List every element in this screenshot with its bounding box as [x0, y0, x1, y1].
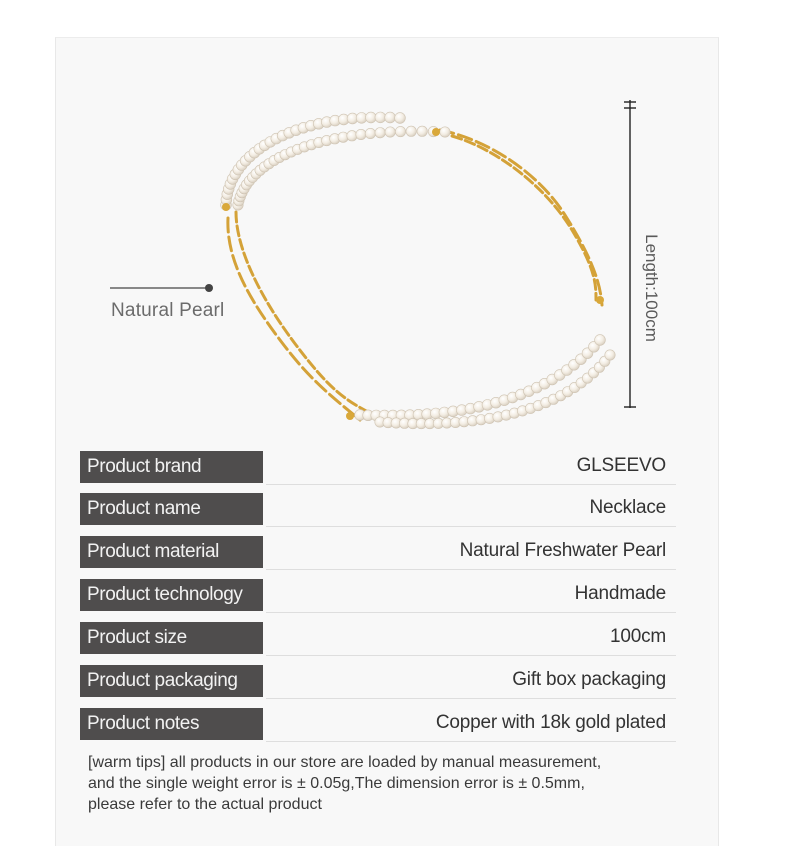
spec-value: Gift box packaging — [512, 669, 666, 690]
gold-clasp — [432, 128, 440, 136]
pearl-bead — [395, 126, 405, 136]
spec-value: 100cm — [609, 626, 666, 647]
spec-label: Product name — [80, 493, 263, 525]
spec-label: Product technology — [80, 579, 263, 611]
spec-row-technology — [80, 579, 676, 613]
pearl-bead — [375, 112, 386, 123]
tips-line: please refer to the actual product — [88, 796, 322, 813]
pearl-bead — [417, 126, 427, 136]
pearl-bead — [385, 112, 396, 123]
gold-clasp — [222, 203, 230, 211]
spec-value: Copper with 18k gold plated — [435, 712, 666, 733]
spec-label: Product packaging — [80, 665, 263, 697]
spec-label: Product notes — [80, 708, 263, 740]
pearl-bead — [385, 127, 395, 137]
row-divider — [266, 484, 676, 485]
gold-chain — [236, 212, 372, 414]
pearl-bead — [366, 112, 377, 123]
spec-value: Necklace — [589, 497, 666, 518]
length-dimension-label: Length:100cm — [642, 234, 661, 342]
spec-row-notes — [80, 708, 676, 742]
tips-line: and the single weight error is ± 0.05g,The dimension error is ± 0.5mm, — [88, 775, 585, 792]
spec-value: Natural Freshwater Pearl — [459, 540, 666, 561]
tips-line: [warm tips] all products in our store are loaded by manual measurement, — [88, 754, 602, 771]
spec-label: Product size — [80, 622, 263, 654]
gold-chain — [440, 130, 602, 305]
gold-chain — [228, 218, 360, 420]
gold-clasp — [596, 296, 604, 304]
gold-clasp — [346, 412, 354, 420]
spec-value: GLSEEVO — [576, 455, 666, 476]
spec-row-packaging — [80, 665, 676, 699]
dimension-arrow-icon — [624, 100, 636, 408]
row-divider — [266, 655, 676, 656]
pearl-bead — [365, 128, 375, 138]
pearl-bead — [375, 128, 385, 138]
pearl-bead — [605, 350, 615, 360]
pearl-bead — [347, 131, 357, 141]
row-divider — [266, 612, 676, 613]
spec-label: Product material — [80, 536, 263, 568]
spec-row-material — [80, 536, 676, 570]
row-divider — [266, 526, 676, 527]
gold-chain — [452, 136, 596, 300]
spec-row-name — [80, 493, 676, 527]
pearl-bead — [395, 113, 406, 124]
natural-pearl-callout: Natural Pearl — [111, 300, 225, 321]
spec-label: Product brand — [80, 451, 263, 483]
row-divider — [266, 698, 676, 699]
pearl-bead — [356, 129, 366, 139]
callout-dot-icon — [205, 284, 213, 292]
pearl-bead — [406, 126, 416, 136]
row-divider — [266, 569, 676, 570]
spec-row-size — [80, 622, 676, 656]
pearl-bead — [595, 335, 606, 346]
warm-tips-note — [88, 752, 688, 815]
row-divider — [266, 741, 676, 742]
spec-row-brand — [80, 451, 676, 485]
spec-value: Handmade — [574, 583, 666, 604]
pearl-bead — [440, 127, 450, 137]
